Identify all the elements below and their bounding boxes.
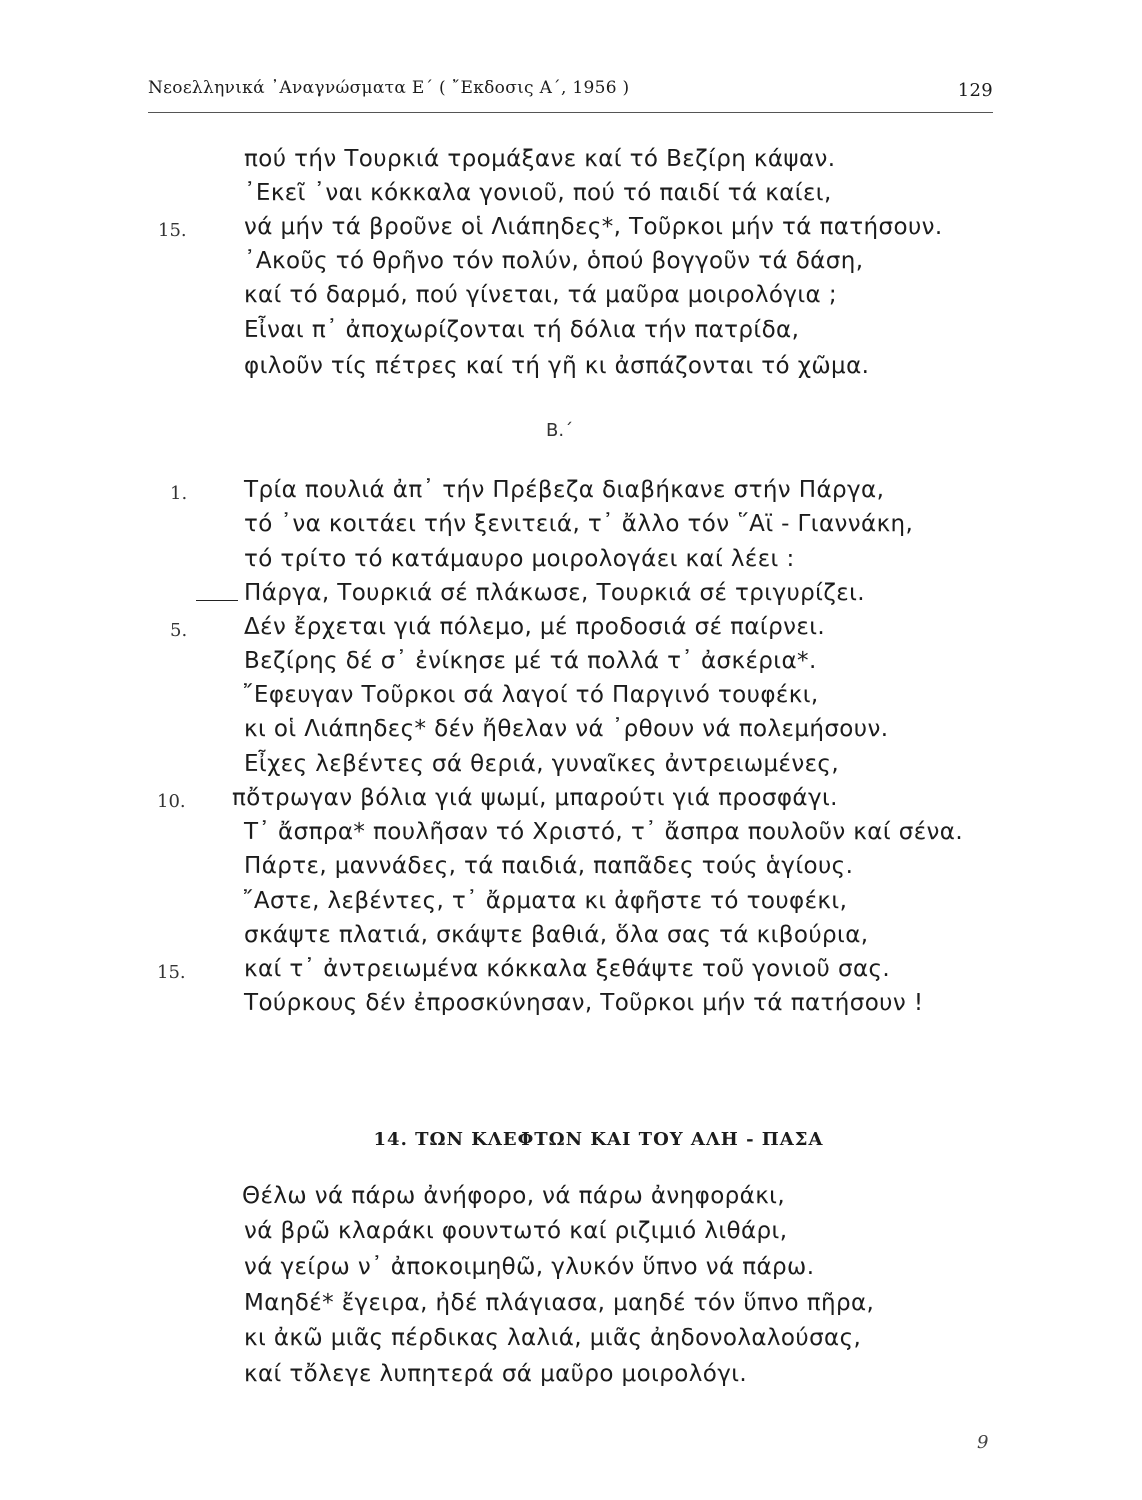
verse-line [0, 511, 1142, 551]
header-rule [148, 112, 993, 113]
verse-line [0, 1254, 1142, 1294]
verse-text: Βεζίρης δέ σ᾽ ἐνίκησε μέ τά πολλά τ᾽ ἀσκέρια*. [244, 648, 817, 674]
verse-line [0, 716, 1142, 756]
verse-line [0, 353, 1142, 393]
verse-text: τό ᾽να κοιτάει τήν ξενιτειά, τ᾽ ἄλλο τόν ῞Αϊ - Γιαννάκη, [244, 511, 914, 537]
verse-text: σκάψτε πλατιά, σκάψτε βαθιά, ὅλα σας τά κιβούρια, [244, 922, 869, 948]
verse-line [0, 1183, 1142, 1223]
running-header [148, 74, 993, 104]
verse-text: Πάργα, Τουρκιά σέ πλάκωσε, Τουρκιά σέ τριγυρίζει. [244, 580, 866, 606]
verse-text: καί τὄλεγε λυπητερά σά μαῦρο μοιρολόγι. [244, 1361, 748, 1387]
line-number: 15. [158, 220, 187, 241]
verse-line [0, 282, 1142, 322]
verse-line [0, 1218, 1142, 1258]
line-number: 1. [170, 483, 188, 504]
section-mark: Β.΄ [546, 420, 574, 441]
verse-text: Δέν ἔρχεται γιά πόλεμο, μέ προδοσιά σέ παίρνει. [244, 614, 826, 640]
verse-text: νά γείρω ν᾽ ἀποκοιμηθῶ, γλυκόν ὕπνο νά πάρω. [244, 1254, 815, 1280]
dialogue-dash [196, 600, 238, 601]
signature-mark: 9 [977, 1432, 989, 1453]
verse-text: Εἶναι π᾽ ἀποχωρίζονται τή δόλια τήν πατρίδα, [244, 317, 800, 343]
verse-text: Θέλω νά πάρω ἀνήφορο, νά πάρω ἀνηφοράκι, [242, 1183, 786, 1209]
verse-line [0, 1325, 1142, 1365]
verse-text: φιλοῦν τίς πέτρες καί τή γῆ κι ἀσπάζονται τό χῶμα. [244, 353, 870, 379]
verse-text: Εἶχες λεβέντες σά θεριά, γυναῖκες ἀντρειωμένες, [244, 751, 840, 777]
verse-line [0, 990, 1142, 1030]
verse-text: Πάρτε, μαννάδες, τά παιδιά, παπᾶδες τούς ἁγίους. [244, 853, 854, 879]
verse-text: πού τήν Τουρκιά τρομάξανε καί τό Βεζίρη κάψαν. [244, 146, 836, 172]
verse-text: νά μήν τά βροῦνε οἱ Λιάπηδες*, Τοῦρκοι μήν τά πατήσουν. [244, 214, 943, 240]
line-number: 15. [157, 962, 186, 983]
poem-heading: 14. ΤΩΝ ΚΛΕΦΤΩΝ ΚΑΙ ΤΟΥ ΑΛΗ - ΠΑΣΑ [373, 1129, 824, 1150]
line-number: 5. [170, 620, 188, 641]
verse-text: Τρία πουλιά ἀπ᾽ τήν Πρέβεζα διαβήκανε στήν Πάργα, [244, 477, 885, 503]
verse-line [0, 317, 1142, 357]
verse-text: πὄτρωγαν βόλια γιά ψωμί, μπαρούτι γιά προσφάγι. [232, 785, 838, 811]
verse-line [0, 1290, 1142, 1330]
verse-text: ῎Αστε, λεβέντες, τ᾽ ἄρματα κι ἀφῆστε τό τουφέκι, [242, 888, 848, 914]
verse-text: Τούρκους δέν ἐπροσκύνησαν, Τοῦρκοι μήν τά πατήσουν ! [244, 990, 924, 1016]
verse-line [0, 1361, 1142, 1401]
verse-text: κι ἀκῶ μιᾶς πέρδικας λαλιά, μιᾶς ἀηδονολαλούσας, [244, 1325, 862, 1351]
verse-text: ᾿Ακοῦς τό θρῆνο τόν πολύν, ὁπού βογγοῦν τά δάση, [244, 248, 864, 274]
verse-text: κι οἱ Λιάπηδες* δέν ἤθελαν νά ᾽ρθουν νά πολεμήσουν. [244, 716, 889, 742]
verse-text: καί τ᾽ ἀντρειωμένα κόκκαλα ξεθάψτε τοῦ γονιοῦ σας. [244, 956, 891, 982]
verse-text: Τ᾽ ἄσπρα* πουλῆσαν τό Χριστό, τ᾽ ἄσπρα πουλοῦν καί σένα. [244, 819, 964, 845]
page-number: 129 [957, 80, 993, 101]
verse-text: Μαηδέ* ἔγειρα, ἠδέ πλάγιασα, μαηδέ τόν ὕπνο πῆρα, [244, 1290, 875, 1316]
running-title: Νεοελληνικά ᾿Αναγνώσματα Ε΄ ( ῎Εκδοσις Α΄, 1956 ) [148, 78, 630, 98]
verse-text: ῎Εφευγαν Τοῦρκοι σά λαγοί τό Παργινό τουφέκι, [242, 682, 819, 708]
verse-text: τό τρίτο τό κατάμαυρο μοιρολογάει καί λέει : [244, 546, 795, 572]
verse-text: ᾿Εκεῖ ᾽ναι κόκκαλα γονιοῦ, πού τό παιδί τά καίει, [244, 180, 832, 206]
line-number: 10. [157, 791, 186, 812]
verse-text: καί τό δαρμό, πού γίνεται, τά μαῦρα μοιρολόγια ; [244, 282, 837, 308]
verse-line [0, 853, 1142, 893]
verse-text: νά βρῶ κλαράκι φουντωτό καί ριζιμιό λιθάρι, [244, 1218, 788, 1244]
